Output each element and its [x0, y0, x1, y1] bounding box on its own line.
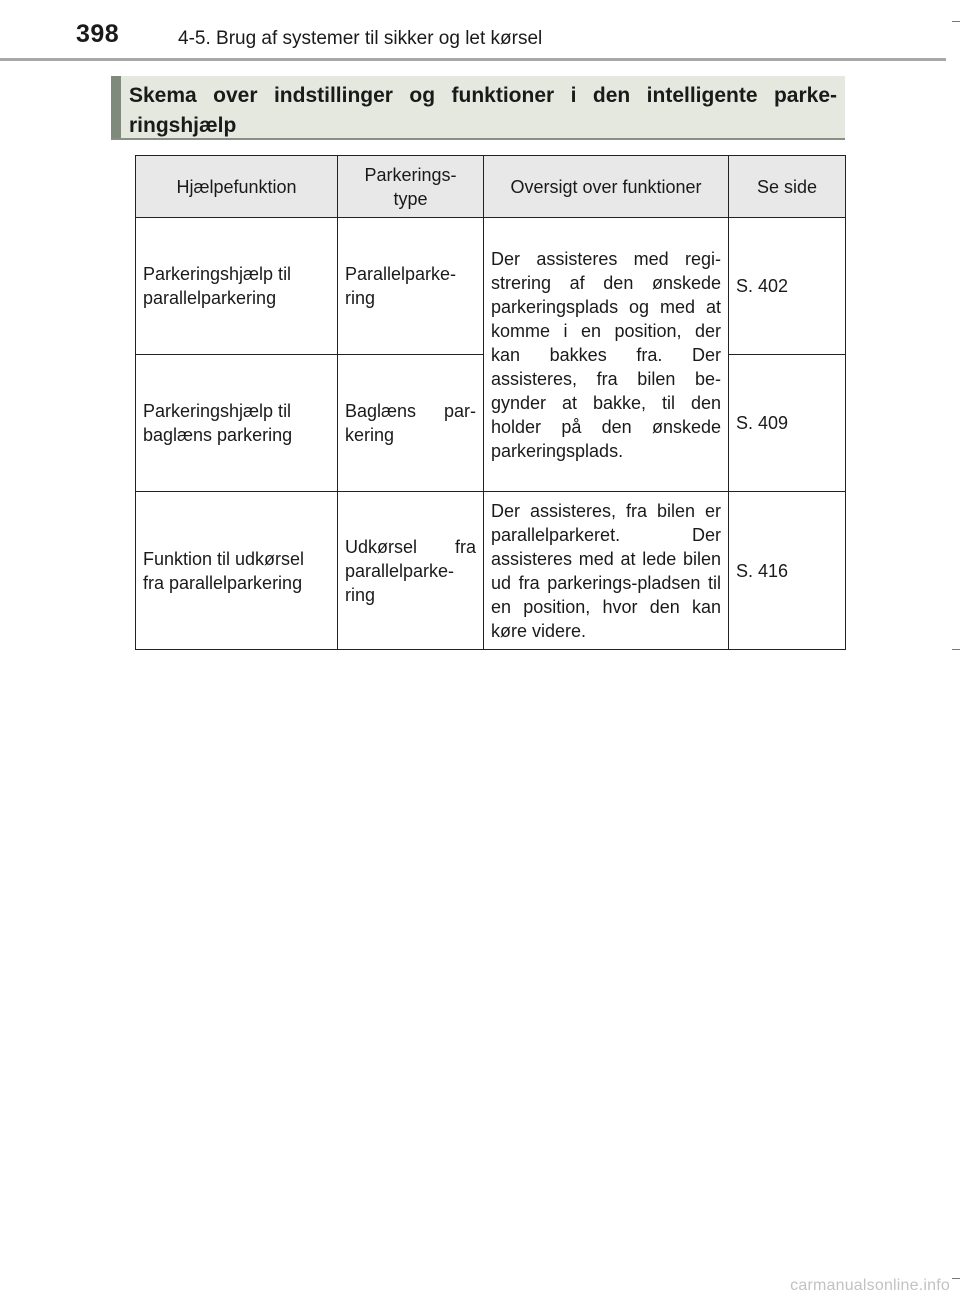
- header-parking-type: Parkerings- type: [338, 156, 484, 218]
- crop-mark-top: [952, 21, 960, 22]
- crop-mark-middle: [952, 649, 960, 650]
- chapter-title: 4-5. Brug af systemer til sikker og let kørsel: [178, 28, 543, 49]
- header-rule: [0, 58, 946, 61]
- cell-parking-type: Baglæns par-kering: [338, 355, 484, 492]
- cell-page-ref: S. 409: [729, 355, 846, 492]
- section-title: Skema over indstillinger og funktioner i den intelligente parke-ringshjælp: [129, 84, 837, 137]
- section-heading-box: [111, 76, 845, 140]
- cell-parking-type: Udkørsel fra parallelparke-ring: [338, 492, 484, 650]
- table-row: [136, 492, 846, 650]
- cell-parking-type: Parallelparke-ring: [338, 218, 484, 355]
- cell-overview: Der assisteres, fra bilen er parallelparkeret. Der assisteres med at lede bilen ud fra parkerings-pladsen til en position, hvor den kan køre videre.: [484, 492, 729, 650]
- crop-mark-bottom: [952, 1278, 960, 1279]
- table-header-row: [136, 156, 846, 218]
- header-function: Hjælpefunktion: [136, 156, 338, 218]
- cell-function: Funktion til udkørsel fra parallelparkering: [136, 492, 338, 650]
- cell-function: Parkeringshjælp til baglæns parkering: [136, 355, 338, 492]
- assist-functions-table: [135, 155, 846, 650]
- header-see-page: Se side: [729, 156, 846, 218]
- cell-page-ref: S. 416: [729, 492, 846, 650]
- table-row: [136, 218, 846, 355]
- cell-page-ref: S. 402: [729, 218, 846, 355]
- watermark: carmanualsonline.info: [790, 1277, 950, 1294]
- header-overview: Oversigt over funktioner: [484, 156, 729, 218]
- page-number: 398: [76, 20, 120, 48]
- cell-function: Parkeringshjælp til parallelparkering: [136, 218, 338, 355]
- cell-overview-shared: Der assisteres med regi-strering af den ønskede parkeringsplads og med at komme i en position, der kan bakkes fra. Der assisteres, fra bilen be-gynder at bakke, til den holder på den ønskede parkeringsplads.: [484, 218, 729, 492]
- section-heading-accent-bar: [111, 76, 121, 138]
